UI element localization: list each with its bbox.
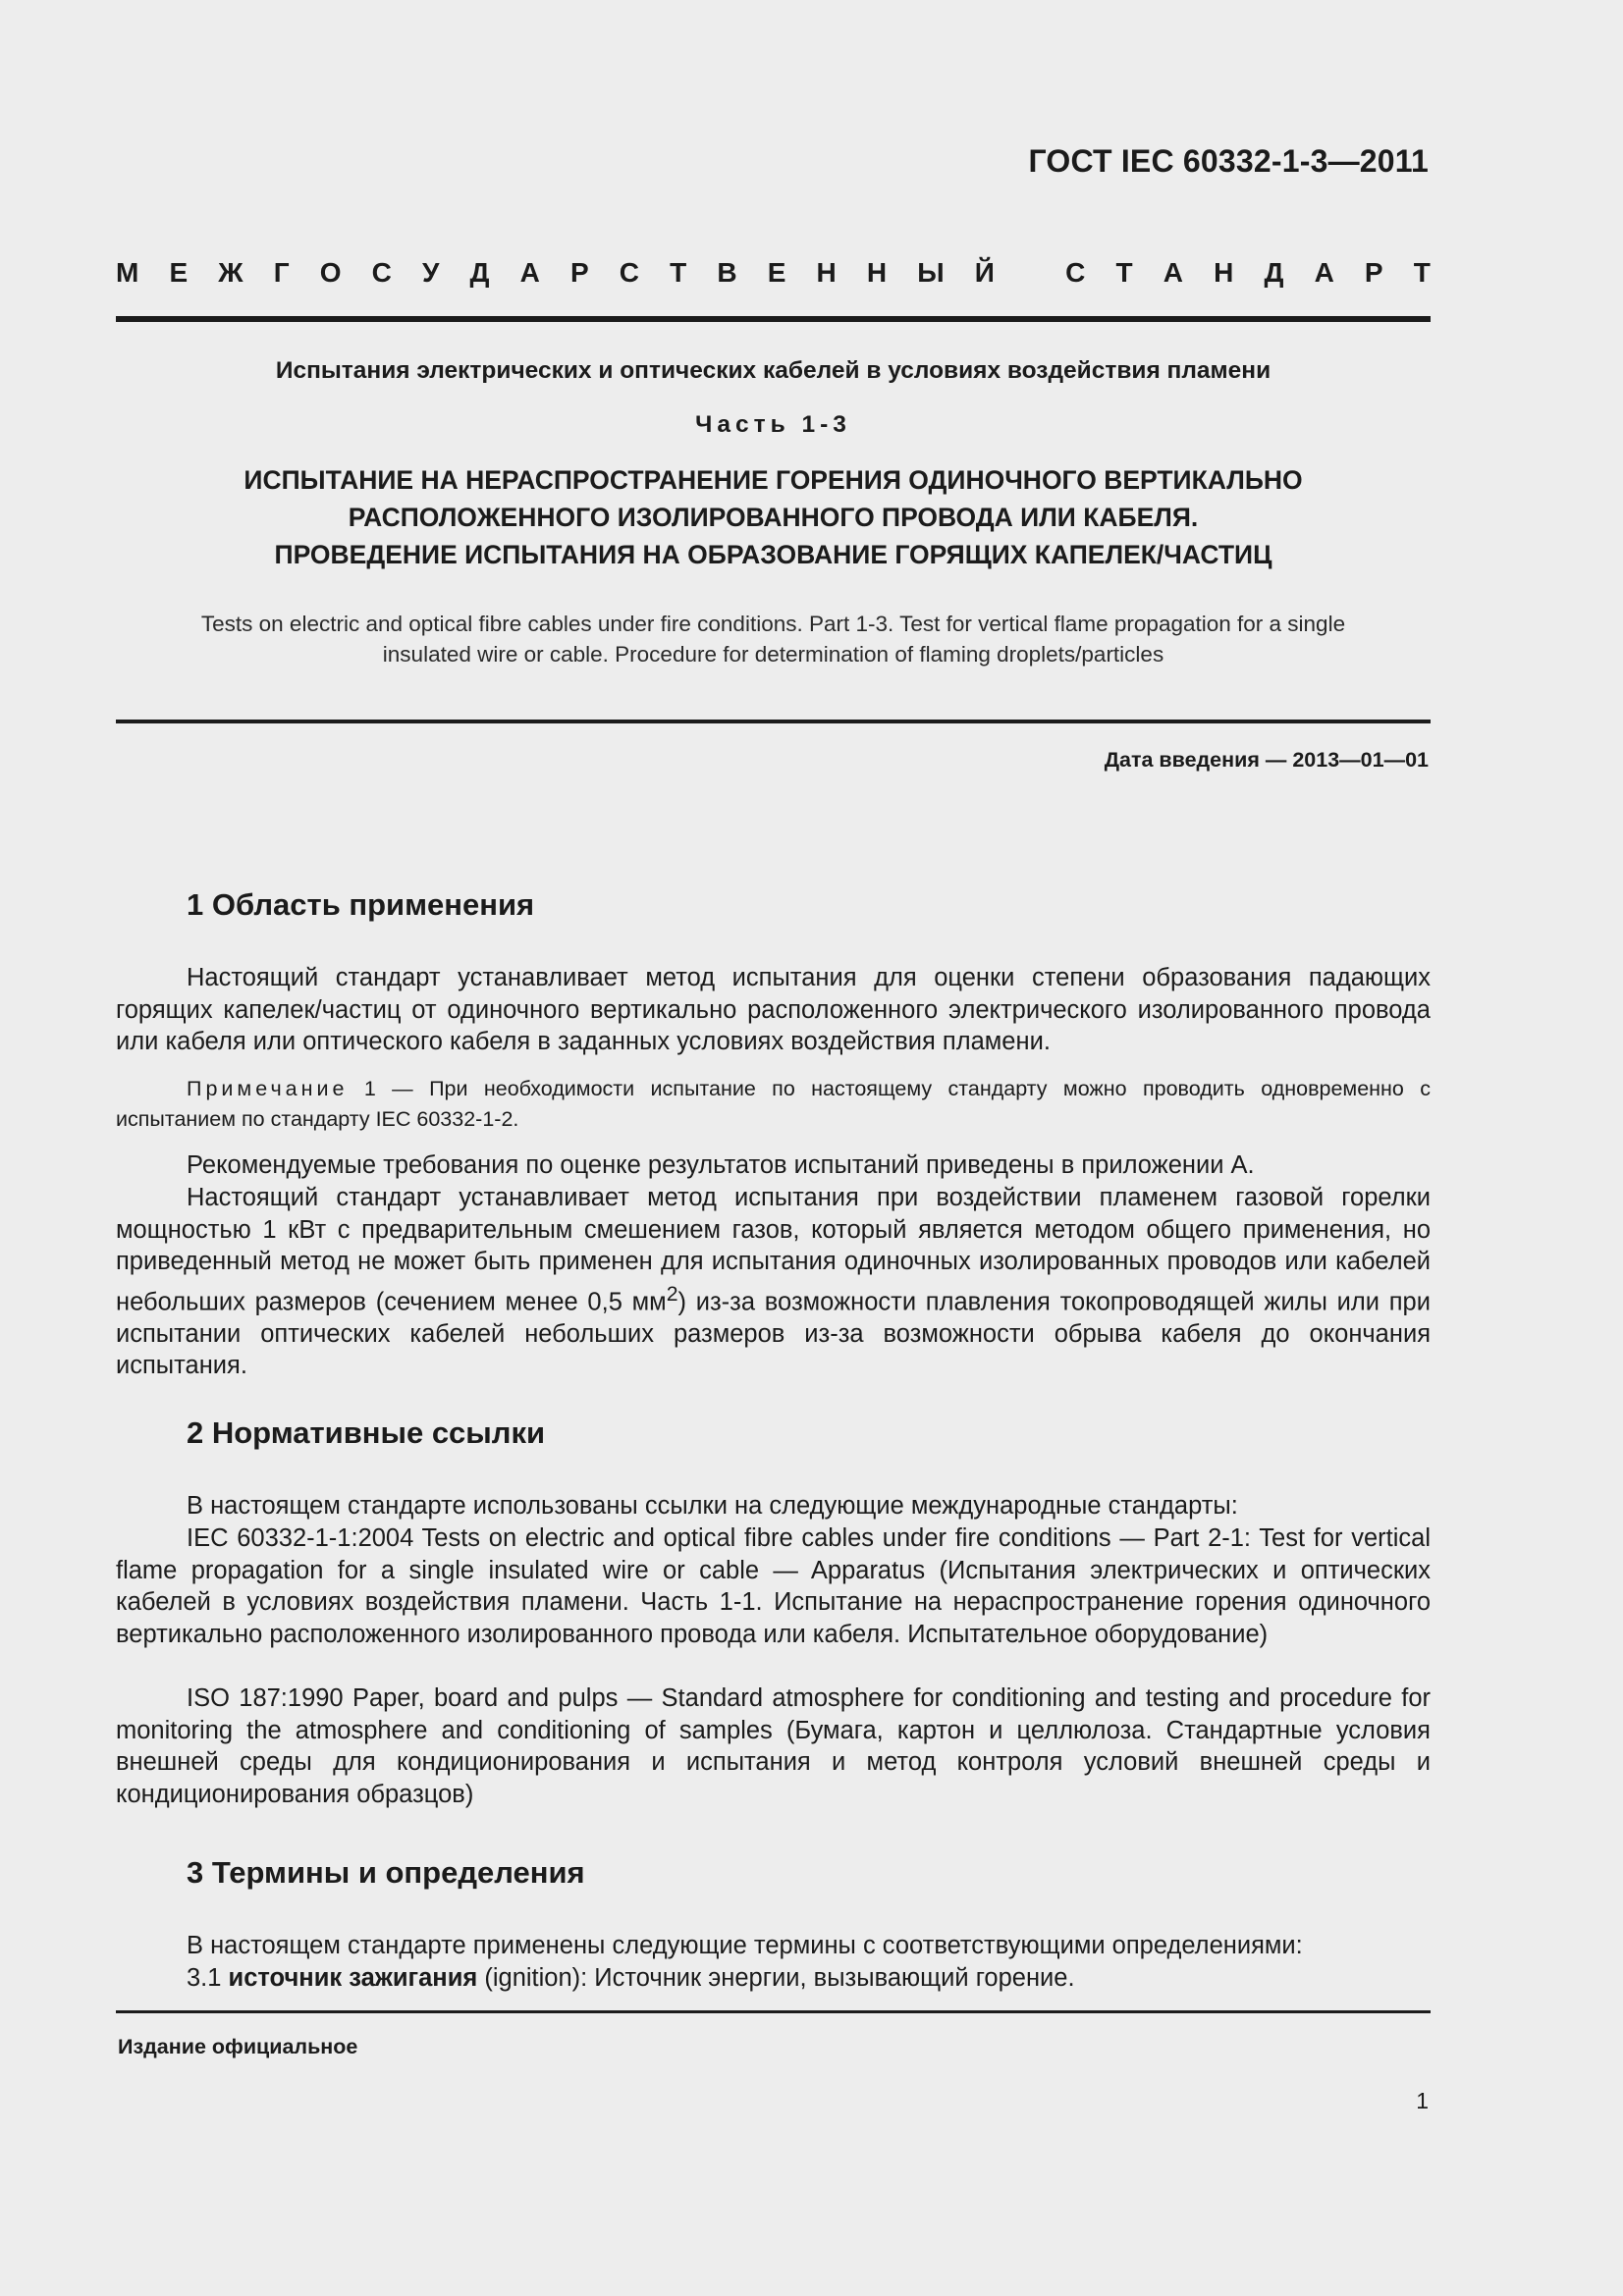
title-caps-line: РАСПОЛОЖЕННОГО ИЗОЛИРОВАННОГО ПРОВОДА ИЛИ КАБЕЛЯ.	[348, 503, 1199, 532]
note	[116, 1074, 1431, 1135]
banner-letter: Н	[1214, 257, 1234, 288]
section-3-paragraph: В настоящем стандарте применены следующие термины с соответствующими определениями:	[187, 1932, 1303, 1959]
page-number: 1	[1416, 2088, 1429, 2113]
banner-letter: Т	[670, 257, 687, 288]
title-rule	[116, 720, 1431, 723]
normative-reference: ISO 187:1990 Paper, board and pulps — Standard atmosphere for conditioning and testing and procedure for monitoring the atmosphere and conditioning of samples (Бумага, картон и целлюлоза. Стандартные условия внешней среды для кондиционирования и испытания и метод контроля условий внешней среды и кондиционирования образцов)	[116, 1684, 1431, 1808]
document-title: Испытания электрических и оптических кабелей в условиях воздействия пламени	[275, 357, 1271, 384]
banner-letter: О	[319, 257, 342, 288]
standard-banner	[116, 257, 1431, 289]
banner-letter: Т	[1115, 257, 1133, 288]
banner-letter: В	[717, 257, 737, 288]
banner-letter: У	[421, 257, 440, 288]
banner-letter: Р	[569, 257, 589, 288]
banner-letter: Г	[273, 257, 290, 288]
banner-letter: С	[371, 257, 392, 288]
banner-letter: А	[1314, 257, 1334, 288]
banner-letter: Н	[816, 257, 837, 288]
text-run: ) из-за возможности плавления токопроводящей жилы или при испытании оптических кабелей небольших размеров из-за возможности обрыва кабеля до окончания испытания.	[116, 1288, 1431, 1379]
section-1-paragraph: Рекомендуемые требования по оценке результатов испытаний приведены в приложении А.	[187, 1151, 1255, 1179]
banner-letter: А	[519, 257, 540, 288]
section-3-heading: 3 Термины и определения	[187, 1855, 585, 1890]
header-rule	[116, 316, 1431, 322]
banner-letter: Ж	[218, 257, 243, 288]
superscript: 2	[666, 1281, 678, 1306]
banner-letter: Д	[1264, 257, 1284, 288]
banner-letter: М	[116, 257, 139, 288]
note-text: 1 — При необходимости испытание по настоящему стандарту можно проводить одновременно с испытанием по стандарту IEC 60332-1-2.	[116, 1077, 1431, 1131]
section-2-heading: 2 Нормативные ссылки	[187, 1415, 546, 1450]
banner-gap	[1025, 257, 1035, 289]
section-2-paragraph: В настоящем стандарте использованы ссылки на следующие международные стандарты:	[187, 1492, 1238, 1520]
banner-letter: Д	[469, 257, 490, 288]
title-caps	[116, 461, 1431, 573]
english-title-line: Tests on electric and optical fibre cables under fire conditions. Part 1-3. Test for vertical flame propagation for a single	[200, 612, 1346, 636]
definition-text: (ignition): Источник энергии, вызывающий горение.	[477, 1964, 1075, 1992]
section-1-paragraph: Настоящий стандарт устанавливает метод испытания для оценки степени образования падающих горящих капелек/частиц от одиночного вертикально расположенного электрического изолированного провода или кабеля или оптического кабеля в заданных условиях воздействия пламени.	[116, 964, 1431, 1055]
section-1-heading: 1 Область применения	[187, 887, 535, 922]
banner-letter: Р	[1364, 257, 1383, 288]
english-title-line: insulated wire or cable. Procedure for determination of flaming droplets/particles	[382, 642, 1164, 667]
official-edition-label: Издание официальное	[118, 2035, 358, 2058]
document-code: ГОСТ IEC 60332-1-3—2011	[1028, 143, 1429, 179]
banner-letter: Е	[169, 257, 189, 288]
title-caps-line: ИСПЫТАНИЕ НА НЕРАСПРОСТРАНЕНИЕ ГОРЕНИЯ ОДИНОЧНОГО ВЕРТИКАЛЬНО	[243, 465, 1303, 495]
part-label: Часть 1-3	[695, 411, 851, 438]
introduction-date: Дата введения — 2013—01—01	[1104, 748, 1429, 772]
banner-letter: Й	[974, 257, 995, 288]
note-label: Примечание	[187, 1077, 349, 1100]
title-caps-line: ПРОВЕДЕНИЕ ИСПЫТАНИЯ НА ОБРАЗОВАНИЕ ГОРЯЩИХ КАПЕЛЕК/ЧАСТИЦ	[274, 540, 1272, 569]
definition-number: 3.1	[187, 1964, 229, 1992]
banner-letter: Ы	[917, 257, 945, 288]
section-1-paragraph	[116, 1182, 1431, 1382]
footer-rule	[116, 2010, 1431, 2013]
banner-letter: Е	[767, 257, 786, 288]
banner-letter: Т	[1413, 257, 1431, 288]
banner-letter: С	[619, 257, 639, 288]
english-title	[116, 609, 1431, 669]
banner-letter: А	[1163, 257, 1183, 288]
normative-reference: IEC 60332-1-1:2004 Tests on electric and optical fibre cables under fire conditions — Part 2-1: Test for vertical flame propagation for a single insulated wire or cable — Apparatus (Испытания электрических и оптических кабелей в условиях воздействия пламени. Часть 1-1. Испытание на нераспространение горения одиночного вертикально расположенного изолированного провода или кабеля. Испытательное оборудование)	[116, 1524, 1431, 1648]
text-run: Настоящий стандарт устанавливает метод испытания при воздействии пламенем газовой горелки мощностью 1 кВт с предварительным смешением газов, который является методом общего применения, но приведенный метод не может быть применен для испытания одиночных изолированных проводов или кабелей небольших размеров (сечением менее 0,5 мм	[116, 1184, 1431, 1315]
term-definition	[116, 1962, 1431, 1995]
banner-letter: С	[1065, 257, 1086, 288]
banner-letter: Н	[866, 257, 888, 288]
defined-term: источник зажигания	[228, 1964, 478, 1992]
